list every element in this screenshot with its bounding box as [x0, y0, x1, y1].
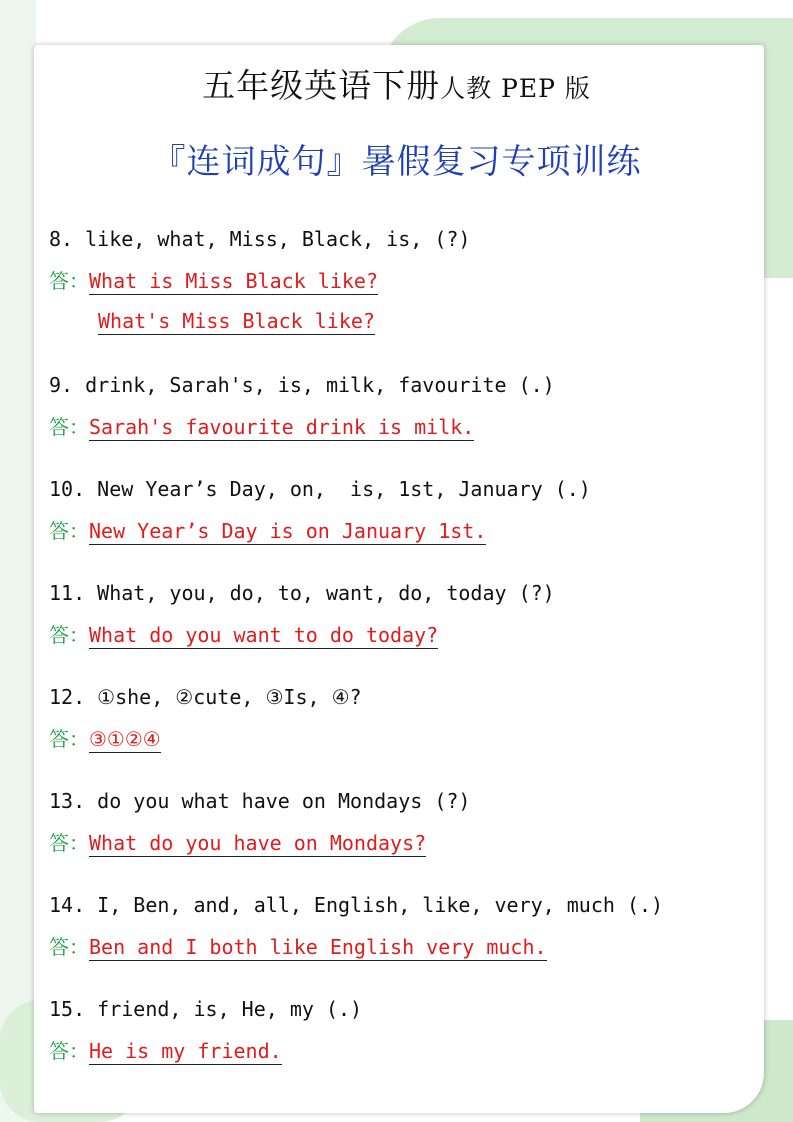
- answer-row: [49, 412, 769, 442]
- question-text: 14. I, Ben, and, all, English, like, very, much (.): [49, 893, 664, 917]
- title-main-text: 五年级英语下册: [202, 66, 441, 105]
- answer-label: 答：: [49, 935, 89, 959]
- answer-text: ③①②④: [89, 727, 161, 751]
- question-text: 15. friend, is, He, my (.): [49, 997, 363, 1021]
- question-item-12: [49, 682, 769, 754]
- answer-text: What is Miss Black like?: [89, 269, 378, 293]
- answer-text: New Year’s Day is on January 1st.: [89, 519, 487, 543]
- question-text: 9. drink, Sarah's, is, milk, favourite (.): [49, 373, 555, 397]
- question-text: 10. New Year’s Day, on, is, 1st, January (.): [49, 477, 591, 501]
- question-item-8: [49, 224, 769, 336]
- answer-text: What do you have on Mondays?: [89, 831, 427, 855]
- answer-label: 答：: [49, 519, 89, 543]
- question-item-13: [49, 786, 769, 858]
- answer-label: 答：: [49, 727, 89, 751]
- answer-text: Sarah's favourite drink is milk.: [89, 415, 475, 439]
- answer-label: 答：: [49, 623, 89, 647]
- page-subtitle: 『连词成句』暑假复习专项训练: [151, 142, 642, 182]
- question-item-15: [49, 994, 769, 1066]
- answer-label: 答：: [49, 831, 89, 855]
- answer-text-alt: What's Miss Black like?: [98, 309, 375, 333]
- answer-text: What do you want to do today?: [89, 623, 439, 647]
- answer-label: 答：: [49, 415, 89, 439]
- answer-row: [49, 724, 769, 754]
- answer-text: Ben and I both like English very much.: [89, 935, 547, 959]
- page-title: [0, 60, 793, 107]
- answer-row: [49, 266, 769, 296]
- question-item-11: [49, 578, 769, 650]
- answer-text: He is my friend.: [89, 1039, 282, 1063]
- answer-row: [49, 932, 769, 962]
- question-item-9: [49, 370, 769, 442]
- answer-row-alt: [49, 306, 769, 336]
- question-item-10: [49, 474, 769, 546]
- title-edition-text: 人教 PEP 版: [440, 74, 591, 103]
- answer-row: [49, 828, 769, 858]
- answer-label: 答：: [49, 1039, 89, 1063]
- answer-row: [49, 1036, 769, 1066]
- answer-label: 答：: [49, 269, 89, 293]
- question-text: 13. do you what have on Mondays (?): [49, 789, 471, 813]
- question-text: 12. ①she, ②cute, ③Is, ④?: [49, 685, 362, 709]
- question-text: 8. like, what, Miss, Black, is, (?): [49, 227, 471, 251]
- question-item-14: [49, 890, 769, 962]
- answer-row: [49, 620, 769, 650]
- answer-row: [49, 516, 769, 546]
- question-text: 11. What, you, do, to, want, do, today (?): [49, 581, 555, 605]
